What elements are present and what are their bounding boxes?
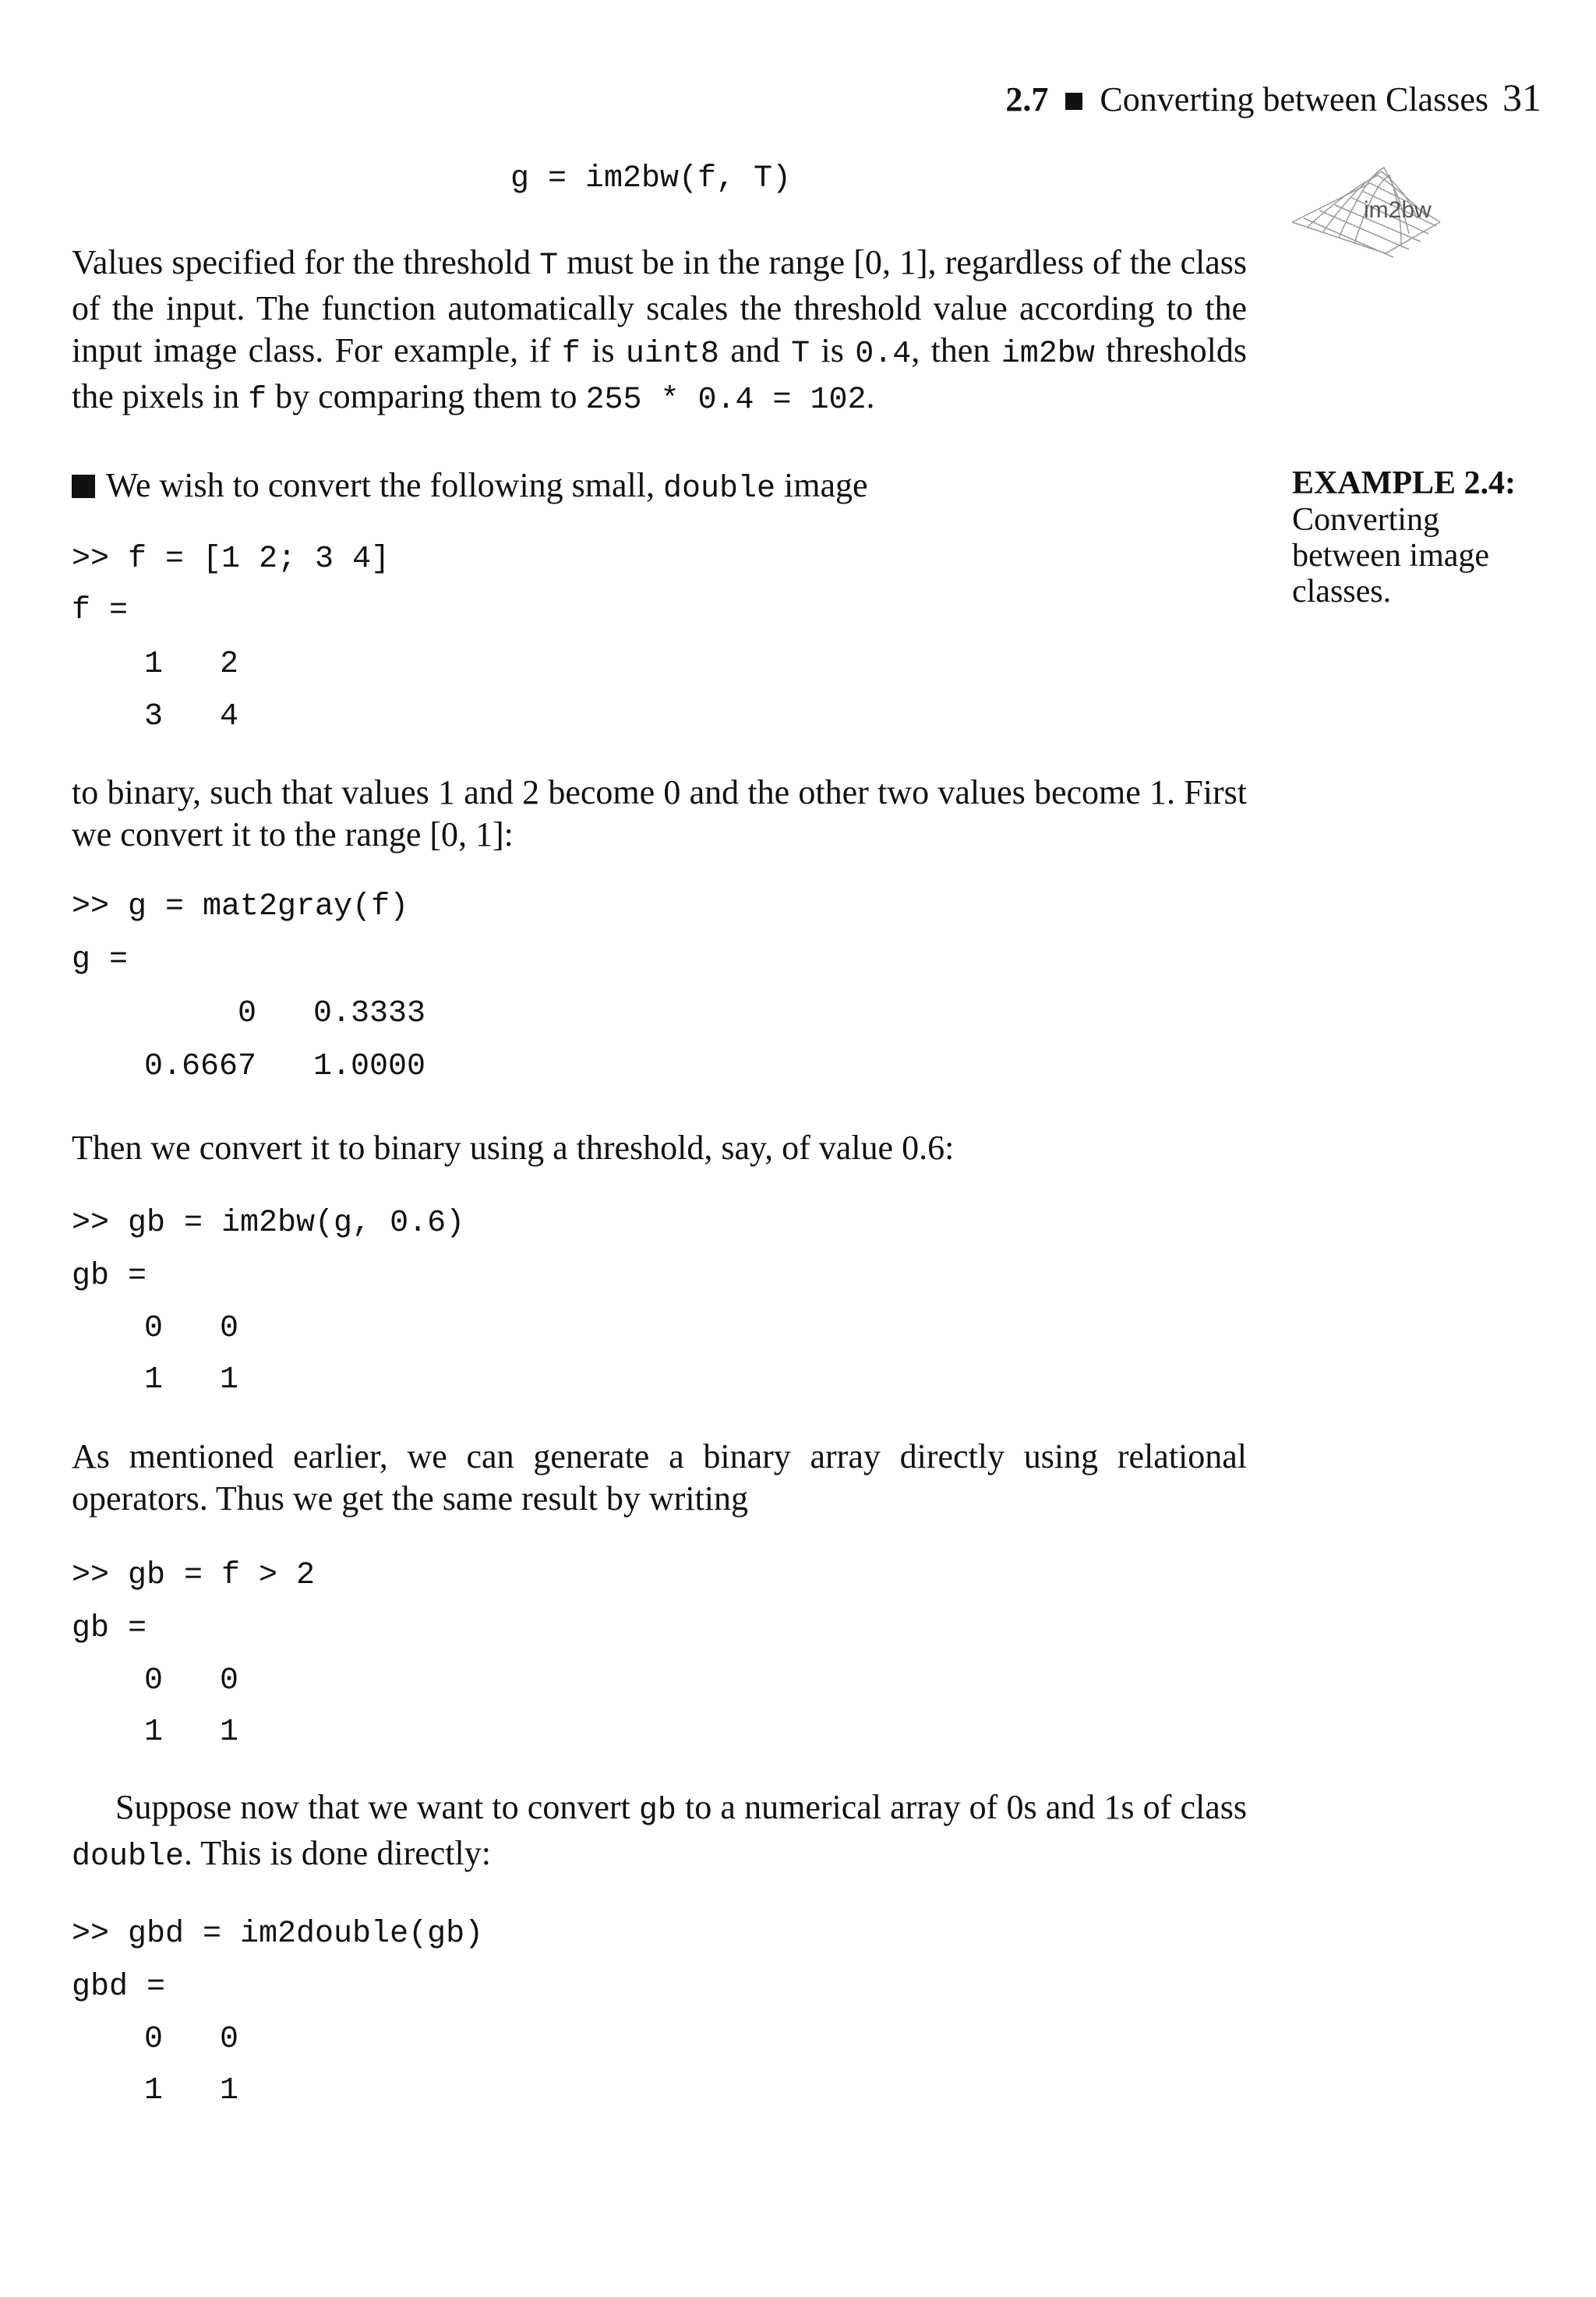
code-command: >> gbd = im2double(gb) bbox=[72, 1917, 484, 1952]
matrix-cell: 3 bbox=[144, 699, 164, 734]
code-run: f bbox=[248, 383, 267, 418]
text-run: to a numerical array of 0s and 1s of class bbox=[676, 1788, 1247, 1826]
matrix-cell: 1.0000 bbox=[313, 1049, 426, 1084]
example-title: EXAMPLE 2.4: bbox=[1292, 465, 1516, 501]
example-intro bbox=[72, 465, 1247, 511]
code-run: double bbox=[72, 1839, 185, 1875]
code-run: T bbox=[539, 249, 559, 284]
matrix-cell: 1 bbox=[144, 2073, 164, 2108]
text-run: Suppose now that we want to convert bbox=[115, 1788, 639, 1826]
code-run: uint8 bbox=[625, 337, 719, 372]
code-output-var: g = bbox=[72, 942, 129, 977]
text-run: and bbox=[719, 331, 792, 369]
matrix-cell: 4 bbox=[220, 699, 239, 734]
paragraph-threshold-value: Then we convert it to binary using a threshold, say, of value 0.6: bbox=[72, 1129, 955, 1167]
page-number: 31 bbox=[1502, 76, 1541, 119]
syntax-line: g = im2bw(f, T) bbox=[510, 161, 792, 196]
text-run: Values specified for the threshold bbox=[72, 243, 540, 281]
matrix-cell: 0 bbox=[220, 2022, 239, 2057]
code-run: gb bbox=[638, 1793, 676, 1829]
example-start-icon bbox=[72, 475, 95, 498]
matrix-cell: 1 bbox=[144, 1715, 164, 1750]
code-command: >> f = [1 2; 3 4] bbox=[72, 542, 390, 577]
text-run: by comparing them to bbox=[267, 377, 586, 415]
example-subtitle-line: classes. bbox=[1292, 574, 1392, 610]
square-bullet-icon bbox=[1065, 93, 1082, 110]
matrix-cell: 2 bbox=[220, 647, 239, 682]
section-title: Converting between Classes bbox=[1100, 80, 1488, 118]
matrix-cell: 0 bbox=[220, 1663, 239, 1698]
code-run: 255 * 0.4 = 102 bbox=[585, 383, 867, 418]
code-run: T bbox=[791, 337, 810, 372]
code-output-var: gb = bbox=[72, 1259, 147, 1294]
example-subtitle-line: between image bbox=[1292, 538, 1490, 574]
text-run: We wish to convert the following small, bbox=[106, 466, 663, 504]
matrix-cell: 1 bbox=[220, 1715, 239, 1750]
code-output-var: f = bbox=[72, 593, 129, 628]
code-run: im2bw bbox=[1001, 337, 1095, 372]
example-margin-note bbox=[1292, 465, 1573, 610]
surface-plot-icon bbox=[1284, 160, 1448, 277]
paragraph-binary: to binary, such that values 1 and 2 become 0 and the other two values become 1. First we convert it to the range [0, 1]: bbox=[72, 773, 1247, 853]
matrix-cell: 0 bbox=[144, 2022, 164, 2057]
text-run: , then bbox=[911, 331, 1001, 369]
paragraph-relational: As mentioned earlier, we can generate a binary array directly using relational operators. Thus we get the same result by writing bbox=[72, 1437, 1247, 1518]
matrix-cell: 1 bbox=[220, 1362, 239, 1398]
text-run: is bbox=[810, 331, 856, 369]
section-number: 2.7 bbox=[1005, 80, 1049, 118]
matrix-cell: 0.3333 bbox=[313, 996, 426, 1031]
code-command: >> g = mat2gray(f) bbox=[72, 889, 409, 924]
matrix-cell: 0 bbox=[238, 996, 257, 1031]
code-command: >> gb = f > 2 bbox=[72, 1558, 316, 1593]
matrix-cell: 0.6667 bbox=[144, 1049, 257, 1084]
text-run: is bbox=[580, 331, 626, 369]
code-run: double bbox=[663, 472, 776, 507]
icon-label: im2bw bbox=[1364, 197, 1432, 223]
matrix-cell: 1 bbox=[144, 1362, 164, 1398]
code-command: >> gb = im2bw(g, 0.6) bbox=[72, 1206, 465, 1241]
example-subtitle-line: Converting bbox=[1292, 502, 1439, 538]
text-run: image bbox=[775, 466, 868, 504]
matrix-cell: 0 bbox=[220, 1311, 239, 1346]
running-header bbox=[1005, 75, 1541, 120]
text-run: . bbox=[866, 377, 875, 415]
text-run: must be in the range [0, 1], regardless of the class of the input. The function automatically scales the threshold value according to the input image class. For example, if bbox=[72, 243, 1247, 369]
matrix-cell: 0 bbox=[144, 1663, 164, 1698]
matrix-cell: 1 bbox=[220, 2073, 239, 2108]
code-output-var: gbd = bbox=[72, 1970, 166, 2005]
paragraph-double bbox=[72, 1786, 1247, 1878]
matrix-cell: 0 bbox=[144, 1311, 164, 1346]
text-run: . This is done directly: bbox=[184, 1834, 491, 1872]
code-run: 0.4 bbox=[855, 337, 912, 372]
paragraph-threshold bbox=[72, 242, 1247, 422]
text-run: thresholds the pixels in bbox=[72, 331, 1247, 415]
code-output-var: gb = bbox=[72, 1611, 147, 1646]
matrix-cell: 1 bbox=[144, 647, 164, 682]
code-run: f bbox=[561, 337, 581, 372]
